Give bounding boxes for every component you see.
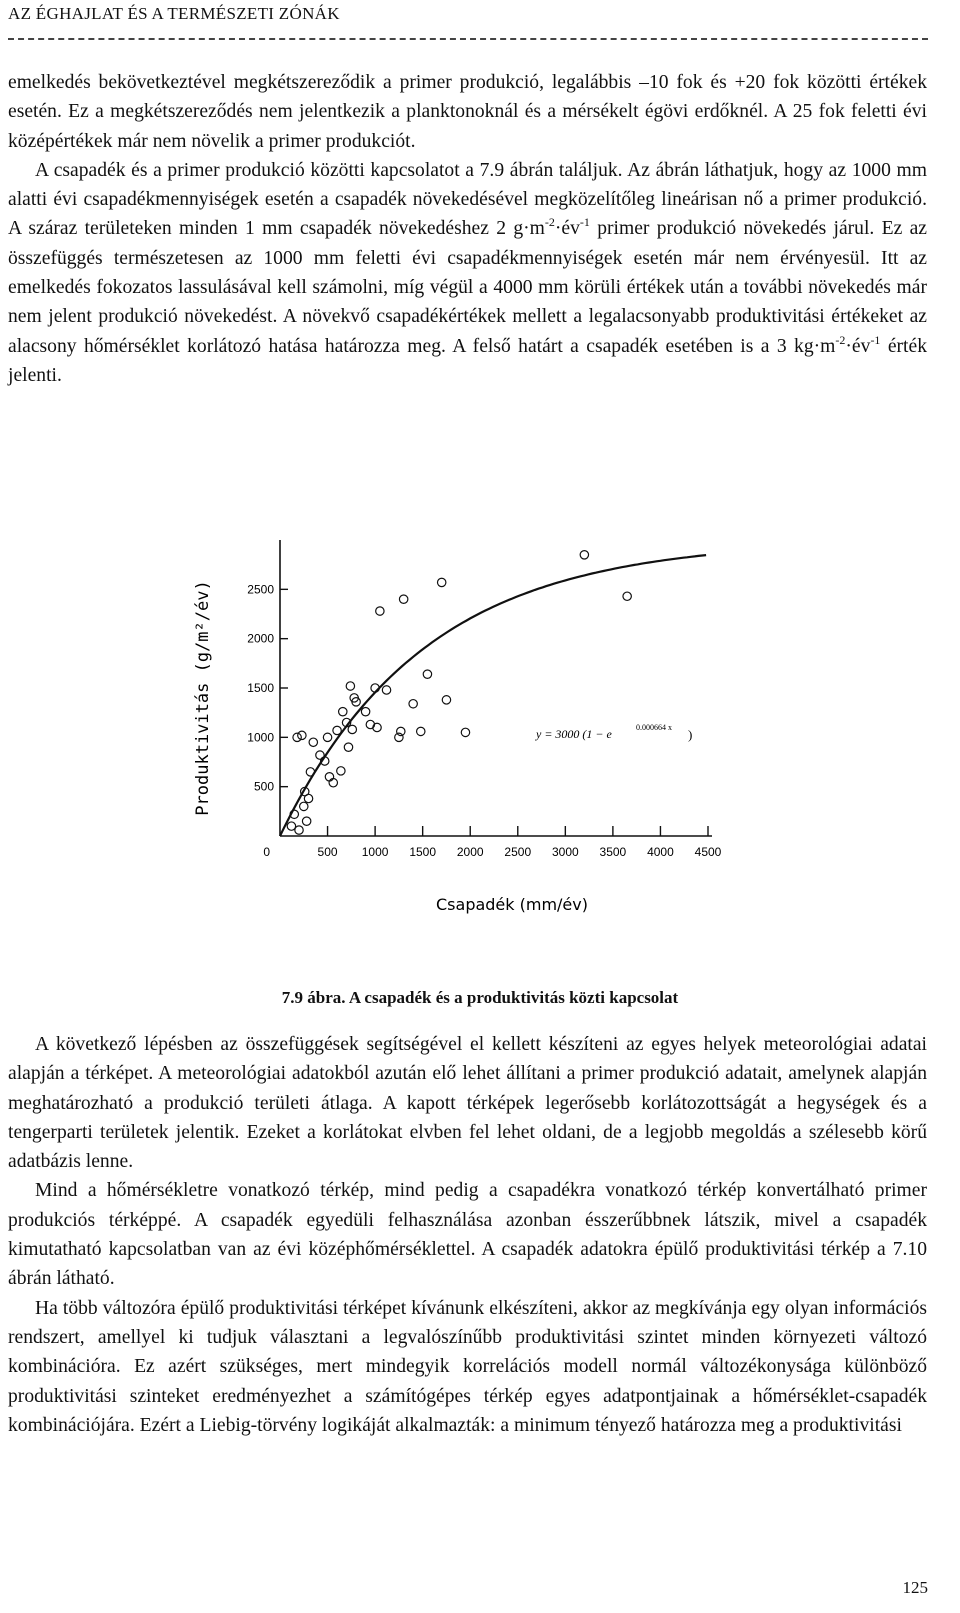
superscript-ev1-second: -1 [870, 332, 881, 347]
data-point [339, 707, 347, 715]
data-point [344, 743, 352, 751]
data-point [623, 592, 631, 600]
paragraph-2-part-a: A csapadék és a primer produkció közötti kapcsolatot a 7.9 ábrán találjuk. Az ábrán láthatjuk, hogy az 1000 mm alatti évi csapadékmennyiségek esetén a csapadék növekedésével megközelítőleg lineárisan nő a primer produkció. A száraz területeken minden 1 mm csapadék növekedéshez 2 g·m [8, 159, 927, 240]
paragraph-2-part-d: ·év [845, 335, 871, 357]
data-point [346, 682, 354, 690]
data-point [395, 733, 403, 741]
data-point [337, 767, 345, 775]
page-number: 125 [902, 1578, 928, 1597]
data-point [376, 607, 384, 615]
x-tick-label: 2000 [456, 845, 484, 859]
data-point [361, 707, 369, 715]
x-tick-label: 500 [317, 845, 338, 859]
superscript-ev1: -1 [579, 215, 590, 230]
data-point [325, 773, 333, 781]
x-tick-label: 3500 [599, 845, 627, 859]
data-point [461, 728, 469, 736]
data-point [417, 727, 425, 735]
data-point [423, 670, 431, 678]
paragraph-1: emelkedés bekövetkeztével megkétszereződik a primer produkció, legalábbis –10 fok és +20 fok közötti értékek esetén. Ez a megkétszereződés nem jelentkezik a planktonoknál és a mérsékelt égövi erdőknél. A 25 fok feletti évi középértékek már nem növelik a primer produkciót. [8, 72, 927, 152]
data-point [316, 751, 324, 759]
bottom-text-block [8, 1030, 927, 1440]
paragraph-3: A következő lépésben az összefüggések segítségével el kellett készíteni az egyes helyek meteorológiai adatai alapján a térképet. A meteorológiai adatokból azután elő lehet állítani a primer produkció adatait, amelynek alapján meghatározható a produkció területi átlaga. A kapott térképek legerősebb korlátozottságát a hegységek és a tengerparti területek jelentik. Ezeket a korlátokat elvben fel lehet oldani, de a legjobb megoldás a szélesebb körű adatbázis lenne. [8, 1034, 927, 1173]
x-tick-label: 2500 [504, 845, 532, 859]
header-divider [8, 38, 928, 40]
superscript-m2-second: -2 [835, 332, 846, 347]
data-point [304, 794, 312, 802]
data-point [580, 551, 588, 559]
paragraph-4: Mind a hőmérsékletre vonatkozó térkép, mind pedig a csapadékra vonatkozó térkép konvertálható primer produkciós térképpé. A csapadék egyedüli felhasználása azonban ésszerűbbnek látszik, mivel a csapadék kimutatható kapcsolatban van az évi középhőmérséklettel. A csapadék adatokra épülő produktivitási térkép a 7.10 ábrán látható. [8, 1180, 927, 1290]
x-tick-label: 4000 [647, 845, 674, 859]
data-point [442, 696, 450, 704]
data-point [298, 731, 306, 739]
fit-curve [280, 555, 706, 836]
top-text-block [8, 68, 927, 390]
y-tick-label: 1000 [247, 730, 274, 745]
running-header: AZ ÉGHAJLAT ÉS A TERMÉSZETI ZÓNÁK [8, 4, 340, 23]
paragraph-2 [8, 156, 927, 390]
data-point [323, 733, 331, 741]
y-tick-label: 500 [253, 779, 274, 794]
y-tick-label: 0 [263, 845, 270, 859]
equation-exponent: 0.000664 x [636, 723, 672, 732]
equation-close-paren: ) [688, 727, 693, 742]
x-tick-label: 1000 [361, 845, 389, 859]
figure-caption [0, 988, 960, 1008]
data-point [295, 826, 303, 834]
paragraph-2-part-b: ·év [554, 218, 580, 240]
figure-7-9 [140, 520, 780, 980]
y-axis-title: Produktivitás (g/m²/év) [193, 580, 213, 816]
caption-text: A csapadék és a produktivitás közti kapcsolat [345, 988, 679, 1007]
paragraph-2-part-e: érték jelenti. [8, 335, 927, 386]
data-point [329, 779, 337, 787]
paragraph-5: Ha több változóra épülő produktivitási térképet kívánunk elkészíteni, akkor az megkívánja egy olyan információs rendszert, amellyel ki tudjuk választani a legvalószínűbb produktivitási szintet minden környezeti változó kombinációra. Ez azért szükséges, mert mindegyik korrelációs modell normál változékonysága különböző produktivitási szinteket eredményezhet a számítógépes térkép egyes adatpontjainak a hőmérséklet-csapadék kombinációjára. Ezért a Liebig-törvény logikáját alkalmazták: a minimum tényező határozza meg a produktivitási [8, 1297, 927, 1436]
y-tick-label: 2500 [247, 582, 274, 597]
data-point [397, 727, 405, 735]
data-point [293, 733, 301, 741]
y-tick-label: 2000 [247, 631, 274, 646]
data-point [382, 686, 390, 694]
y-tick-label: 1500 [247, 681, 274, 695]
data-point [399, 595, 407, 603]
x-tick-label: 3000 [551, 845, 579, 859]
data-point [300, 802, 308, 810]
data-point [348, 725, 356, 733]
data-point [333, 726, 341, 734]
data-point [302, 817, 310, 825]
data-point [437, 578, 445, 586]
equation-label: y = 3000 (1 − e [536, 727, 612, 741]
data-point [309, 738, 317, 746]
x-axis-title: Csapadék (mm/év) [436, 895, 588, 914]
scatter-chart [140, 520, 780, 980]
superscript-m2: -2 [544, 215, 555, 230]
caption-number: 7.9 ábra. [281, 988, 346, 1007]
x-tick-label: 1500 [409, 845, 437, 859]
data-point [409, 700, 417, 708]
x-tick-label: 4500 [694, 845, 722, 859]
data-point [306, 768, 314, 776]
paragraph-2-part-c: primer produkció növekedés járul. Ez az összefüggés természetesen az 1000 mm feletti évi csapadékmennyiségek esetén már nem érvényesül. Itt az emelkedés fokozatos lassulásával kell számolni, míg végül a 4000 mm körüli értékek után a további növekedés már nem jelent produkció növekedést. A növekvő csapadékértékek mellett a legalacsonyabb produktivitási értékeket az alacsony hőmérséklet korlátozó hatása határozza meg. A felső határt a csapadék esetében is a 3 kg·m [8, 218, 927, 357]
